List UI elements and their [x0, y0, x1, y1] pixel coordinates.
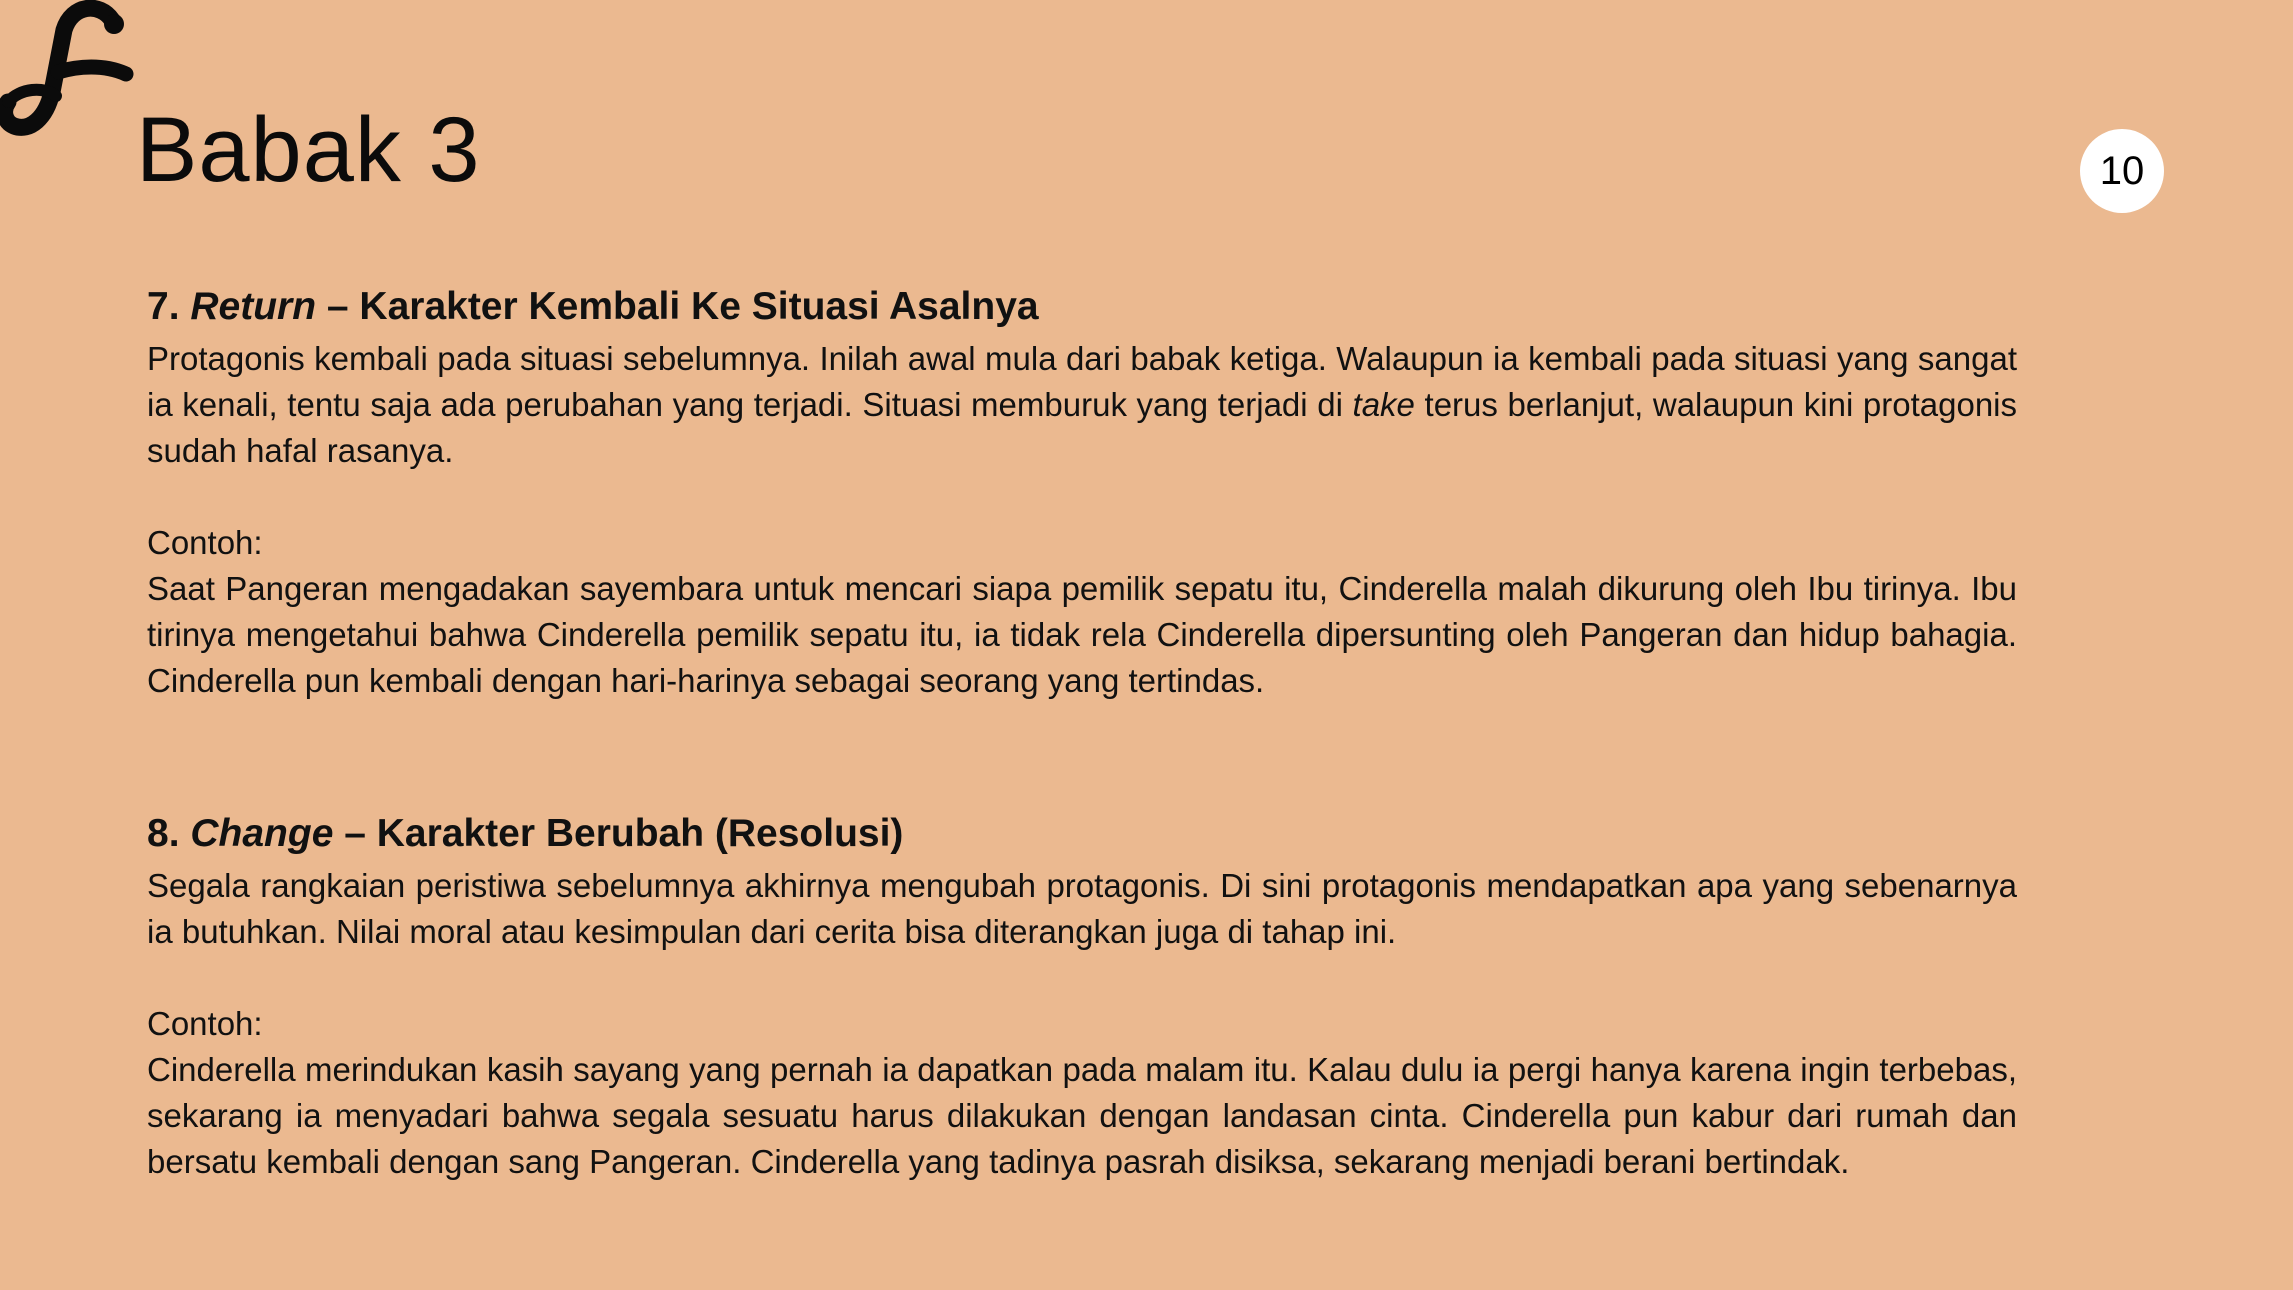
section-number: 7. — [147, 285, 180, 328]
f-script-logo-icon — [0, 0, 140, 150]
body-text: terus berlanjut, walaupun kini protagonis sudah hafal rasanya. — [147, 386, 2017, 469]
body-text: Protagonis kembali pada situasi sebelumnya. Inilah awal mula dari babak ketiga. Walaupun ia kembali pada situasi yang sangat ia kenali, tentu saja ada perubahan yang terjadi. Situasi memburuk yang terjadi di — [147, 340, 2017, 423]
section-term: Return — [190, 285, 317, 328]
section-heading-change — [147, 805, 2017, 863]
example-label: Contoh: — [147, 524, 263, 561]
section-number: 8. — [147, 812, 180, 855]
section-body-change: Segala rangkaian peristiwa sebelumnya akhirnya mengubah protagonis. Di sini protagonis mendapatkan apa yang sebenarnya ia butuhkan. Nilai moral atau kesimpulan dari cerita bisa diterangkan juga di tahap ini. — [147, 867, 2017, 950]
section-heading-return — [147, 278, 2017, 336]
body-italic-term: take — [1352, 386, 1415, 423]
slide-title: Babak 3 — [136, 99, 481, 201]
example-label: Contoh: — [147, 1005, 263, 1042]
example-text-return: Saat Pangeran mengadakan sayembara untuk mencari siapa pemilik sepatu itu, Cinderella malah dikurung oleh Ibu tirinya. Ibu tirinya mengetahui bahwa Cinderella pemilik sepatu itu, ia tidak rela Cinderella dipersunting oleh Pangeran dan hidup bahagia. Cinderella pun kembali dengan hari-harinya sebagai seorang yang tertindas. — [147, 570, 2017, 699]
page-number-badge — [2080, 129, 2164, 213]
slide-content — [147, 278, 2017, 1185]
section-body-return — [147, 336, 2017, 474]
example-text-change: Cinderella merindukan kasih sayang yang pernah ia dapatkan pada malam itu. Kalau dulu ia pergi hanya karena ingin terbebas, sekarang ia menyadari bahwa segala sesuatu harus dilakukan dengan landasan cinta. Cinderella pun kabur dari rumah dan bersatu kembali dengan sang Pangeran. Cinderella yang tadinya pasrah disiksa, sekarang menjadi berani bertindak. — [147, 1051, 2017, 1180]
section-heading-text: – Karakter Kembali Ke Situasi Asalnya — [316, 285, 1039, 328]
section-heading-text: – Karakter Berubah (Resolusi) — [333, 812, 904, 855]
section-term: Change — [190, 812, 334, 855]
page-number: 10 — [2099, 148, 2145, 193]
